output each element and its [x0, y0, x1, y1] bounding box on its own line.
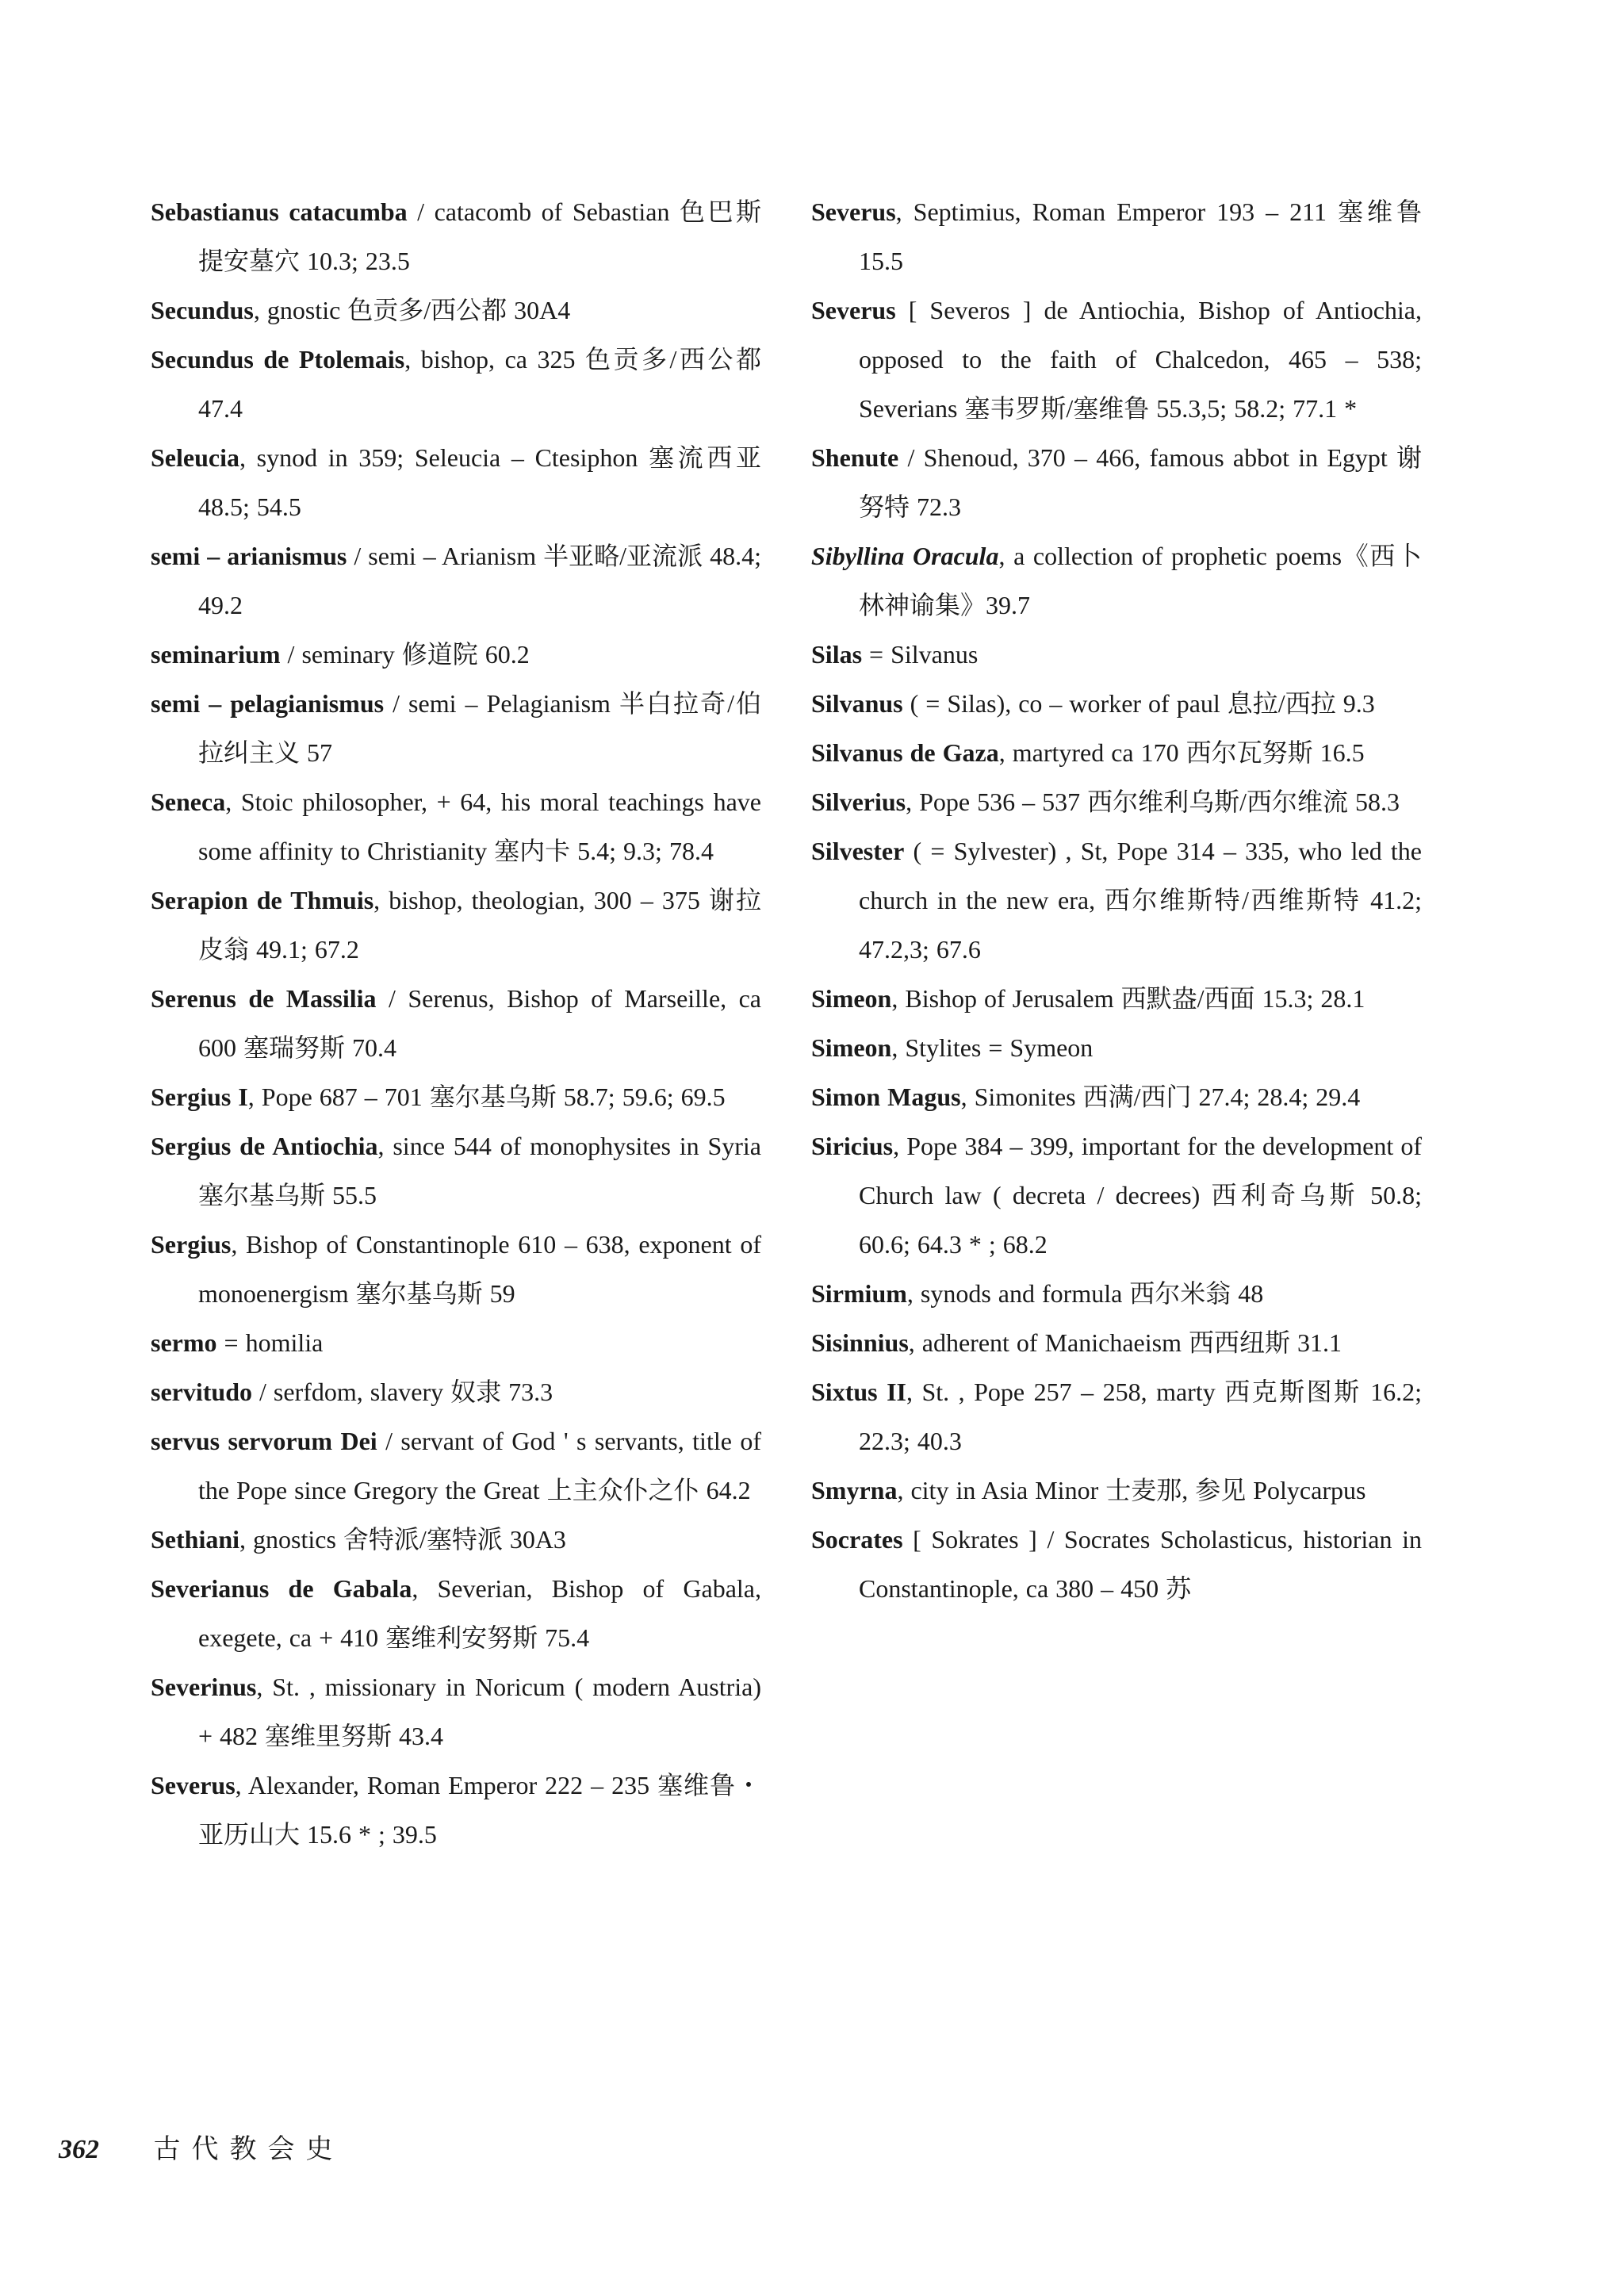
entry-text: [ Sokrates ] / Socrates Scholasticus, historian in Constantinople, ca 380 – 450 苏 [859, 1525, 1422, 1603]
index-entry [811, 630, 1422, 679]
index-entry [811, 433, 1422, 531]
index-entry [151, 187, 761, 286]
entry-headword: Severus [811, 296, 896, 324]
entry-text: , gnostic 色贡多/西公都 30A4 [253, 296, 571, 324]
index-entry [811, 286, 1422, 433]
index-entry [151, 1367, 761, 1416]
entry-text: , martyred ca 170 西尔瓦努斯 16.5 [998, 738, 1365, 767]
index-entry [151, 1515, 761, 1564]
index-entry [151, 433, 761, 531]
index-entry [811, 1318, 1422, 1367]
entry-headword: semi – pelagianismus [151, 689, 385, 718]
entry-text: , Simonites 西满/西门 27.4; 28.4; 29.4 [960, 1083, 1361, 1111]
index-entry [811, 1023, 1422, 1072]
entry-headword: Sirmium [811, 1279, 907, 1308]
entry-headword: Sergius [151, 1230, 232, 1259]
entry-headword: Silvanus de Gaza [811, 738, 999, 767]
index-column-left [151, 187, 761, 1859]
book-title: 古代教会史 [153, 2135, 344, 2164]
entry-headword: Seneca [151, 788, 226, 816]
entry-headword: Silas [811, 640, 863, 669]
entry-headword: Seleucia [151, 443, 239, 472]
entry-headword: Secundus de Ptolemais [151, 345, 405, 374]
index-entry [151, 777, 761, 876]
entry-headword: Sisinnius [811, 1328, 909, 1357]
entry-text: [ Severos ] de Antiochia, Bishop of Antiochia, opposed to the faith of Chalcedon, 465 – 538; Severians 塞韦罗斯/塞维鲁 55.3,5; 58.2; 77.1 * [859, 296, 1422, 423]
index-entry [151, 1121, 761, 1220]
index-entry [811, 974, 1422, 1023]
index-entry [811, 1367, 1422, 1466]
entry-headword: Sebastianus catacumba [151, 197, 408, 226]
entry-headword: Siricius [811, 1132, 894, 1160]
index-entry [151, 630, 761, 679]
index-entry [811, 187, 1422, 286]
entry-text: / seminary 修道院 60.2 [280, 640, 530, 669]
entry-headword: Silvester [811, 837, 905, 865]
index-column-right [811, 187, 1422, 1613]
index-entry [811, 1515, 1422, 1613]
index-entry [151, 876, 761, 974]
entry-text: , Pope 687 – 701 塞尔基乌斯 58.7; 59.6; 69.5 [247, 1083, 726, 1111]
entry-text: / semi – Arianism 半亚略/亚流派 48.4; 49.2 [198, 542, 761, 619]
entry-text: , Stoic philosopher, + 64, his moral teachings have some affinity to Christianity 塞内卡 5.4; 9.3; 78.4 [198, 788, 761, 865]
entry-headword: Severus [151, 1771, 236, 1799]
entry-headword: Sergius de Antiochia [151, 1132, 378, 1160]
entry-text: / semi – Pelagianism 半白拉奇/伯拉纠主义 57 [198, 689, 761, 767]
index-entry [811, 1269, 1422, 1318]
entry-headword: Simon Magus [811, 1083, 961, 1111]
entry-text: , St. , missionary in Noricum ( modern Austria) + 482 塞维里努斯 43.4 [198, 1673, 761, 1750]
entry-text: , bishop, theologian, 300 – 375 谢拉皮翁 49.1; 67.2 [198, 886, 761, 964]
index-entry [151, 974, 761, 1072]
entry-text: / Shenoud, 370 – 466, famous abbot in Egypt 谢努特 72.3 [859, 443, 1422, 521]
entry-headword: Secundus [151, 296, 254, 324]
index-entry [151, 679, 761, 777]
index-entry [151, 1564, 761, 1662]
entry-text: , Bishop of Constantinople 610 – 638, exponent of monoenergism 塞尔基乌斯 59 [198, 1230, 761, 1308]
entry-headword: servitudo [151, 1378, 252, 1406]
entry-headword: Sixtus II [811, 1378, 906, 1406]
index-entry [151, 1416, 761, 1515]
entry-text: / Serenus, Bishop of Marseille, ca 600 塞瑞努斯 70.4 [198, 984, 762, 1062]
entry-text: , bishop, ca 325 色贡多/西公都 47.4 [198, 345, 761, 423]
entry-text: / servant of God ' s servants, title of the Pope since Gregory the Great 上主众仆之仆 64.2 [198, 1427, 762, 1504]
entry-headword: Simeon [811, 984, 892, 1013]
index-entry [811, 531, 1422, 630]
entry-headword: Sethiani [151, 1525, 240, 1554]
entry-headword: Smyrna [811, 1476, 898, 1504]
index-entry [151, 286, 761, 335]
index-entry [151, 1662, 761, 1761]
entry-headword: Severianus de Gabala [151, 1574, 412, 1603]
entry-text: ( = Silas), co – worker of paul 息拉/西拉 9.3 [902, 689, 1375, 718]
index-entry [151, 335, 761, 433]
entry-headword: Socrates [811, 1525, 903, 1554]
entry-headword: Silverius [811, 788, 906, 816]
index-entry [151, 1220, 761, 1318]
entry-text: , synods and formula 西尔米翁 48 [906, 1279, 1264, 1308]
index-entry [151, 1072, 761, 1121]
entry-headword: Simeon [811, 1033, 892, 1062]
entry-headword: Serenus de Massilia [151, 984, 377, 1013]
entry-text: , gnostics 舍特派/塞特派 30A3 [239, 1525, 566, 1554]
entry-text: , a collection of prophetic poems《西卜林神谕集》39.7 [859, 542, 1422, 619]
entry-text: = homilia [216, 1328, 324, 1357]
entry-headword: Severus [811, 197, 896, 226]
page-footer [59, 2127, 344, 2166]
index-entry [811, 826, 1422, 974]
entry-text: , synod in 359; Seleucia – Ctesiphon 塞流西亚 48.5; 54.5 [198, 443, 761, 521]
entry-text: , St. , Pope 257 – 258, marty 西克斯图斯 16.2; 22.3; 40.3 [859, 1378, 1422, 1455]
entry-headword: Shenute [811, 443, 899, 472]
index-entry [151, 1318, 761, 1367]
entry-text: , city in Asia Minor 士麦那, 参见 Polycarpus [897, 1476, 1366, 1504]
entry-headword: semi – arianismus [151, 542, 347, 570]
entry-text: , Septimius, Roman Emperor 193 – 211 塞维鲁 15.5 [859, 197, 1422, 275]
entry-text: , adherent of Manichaeism 西西纽斯 31.1 [908, 1328, 1342, 1357]
index-entry [811, 679, 1422, 728]
entry-text: , Severian, Bishop of Gabala, exegete, ca + 410 塞维利安努斯 75.4 [198, 1574, 761, 1652]
index-entry [811, 728, 1422, 777]
entry-text: , Bishop of Jerusalem 西默盎/西面 15.3; 28.1 [891, 984, 1365, 1013]
index-entry [151, 1761, 761, 1859]
entry-text: / serfdom, slavery 奴隶 73.3 [252, 1378, 553, 1406]
entry-headword: Severinus [151, 1673, 257, 1701]
entry-headword: Serapion de Thmuis [151, 886, 374, 914]
entry-text: , Pope 536 – 537 西尔维利乌斯/西尔维流 58.3 [906, 788, 1400, 816]
index-entry [151, 531, 761, 630]
entry-text: , Pope 384 – 399, important for the development of Church law ( decreta / decrees) 西利奇乌斯 50.8; 60.6; 64.3 * ; 68.2 [859, 1132, 1422, 1259]
entry-text: , Alexander, Roman Emperor 222 – 235 塞维鲁・亚历山大 15.6 * ; 39.5 [198, 1771, 761, 1849]
index-entry [811, 1072, 1422, 1121]
entry-headword: Sergius I [151, 1083, 248, 1111]
entry-text: ( = Sylvester) , St, Pope 314 – 335, who led the church in the new era, 西尔维斯特/西维斯特 41.2; 47.2,3; 67.6 [859, 837, 1422, 964]
entry-headword: Silvanus [811, 689, 903, 718]
entry-text: / catacomb of Sebastian 色巴斯提安墓穴 10.3; 23.5 [198, 197, 761, 275]
index-entry [811, 1121, 1422, 1269]
entry-headword: servus servorum Dei [151, 1427, 377, 1455]
entry-text: , since 544 of monophysites in Syria 塞尔基乌斯 55.5 [198, 1132, 762, 1209]
entry-headword: sermo [151, 1328, 217, 1357]
index-entry [811, 1466, 1422, 1515]
entry-text: = Silvanus [862, 640, 979, 669]
entry-text: , Stylites = Symeon [891, 1033, 1094, 1062]
entry-headword: seminarium [151, 640, 281, 669]
index-entry [811, 777, 1422, 826]
page-number: 362 [59, 2135, 99, 2164]
entry-headword: Sibyllina Oracula [811, 542, 999, 570]
